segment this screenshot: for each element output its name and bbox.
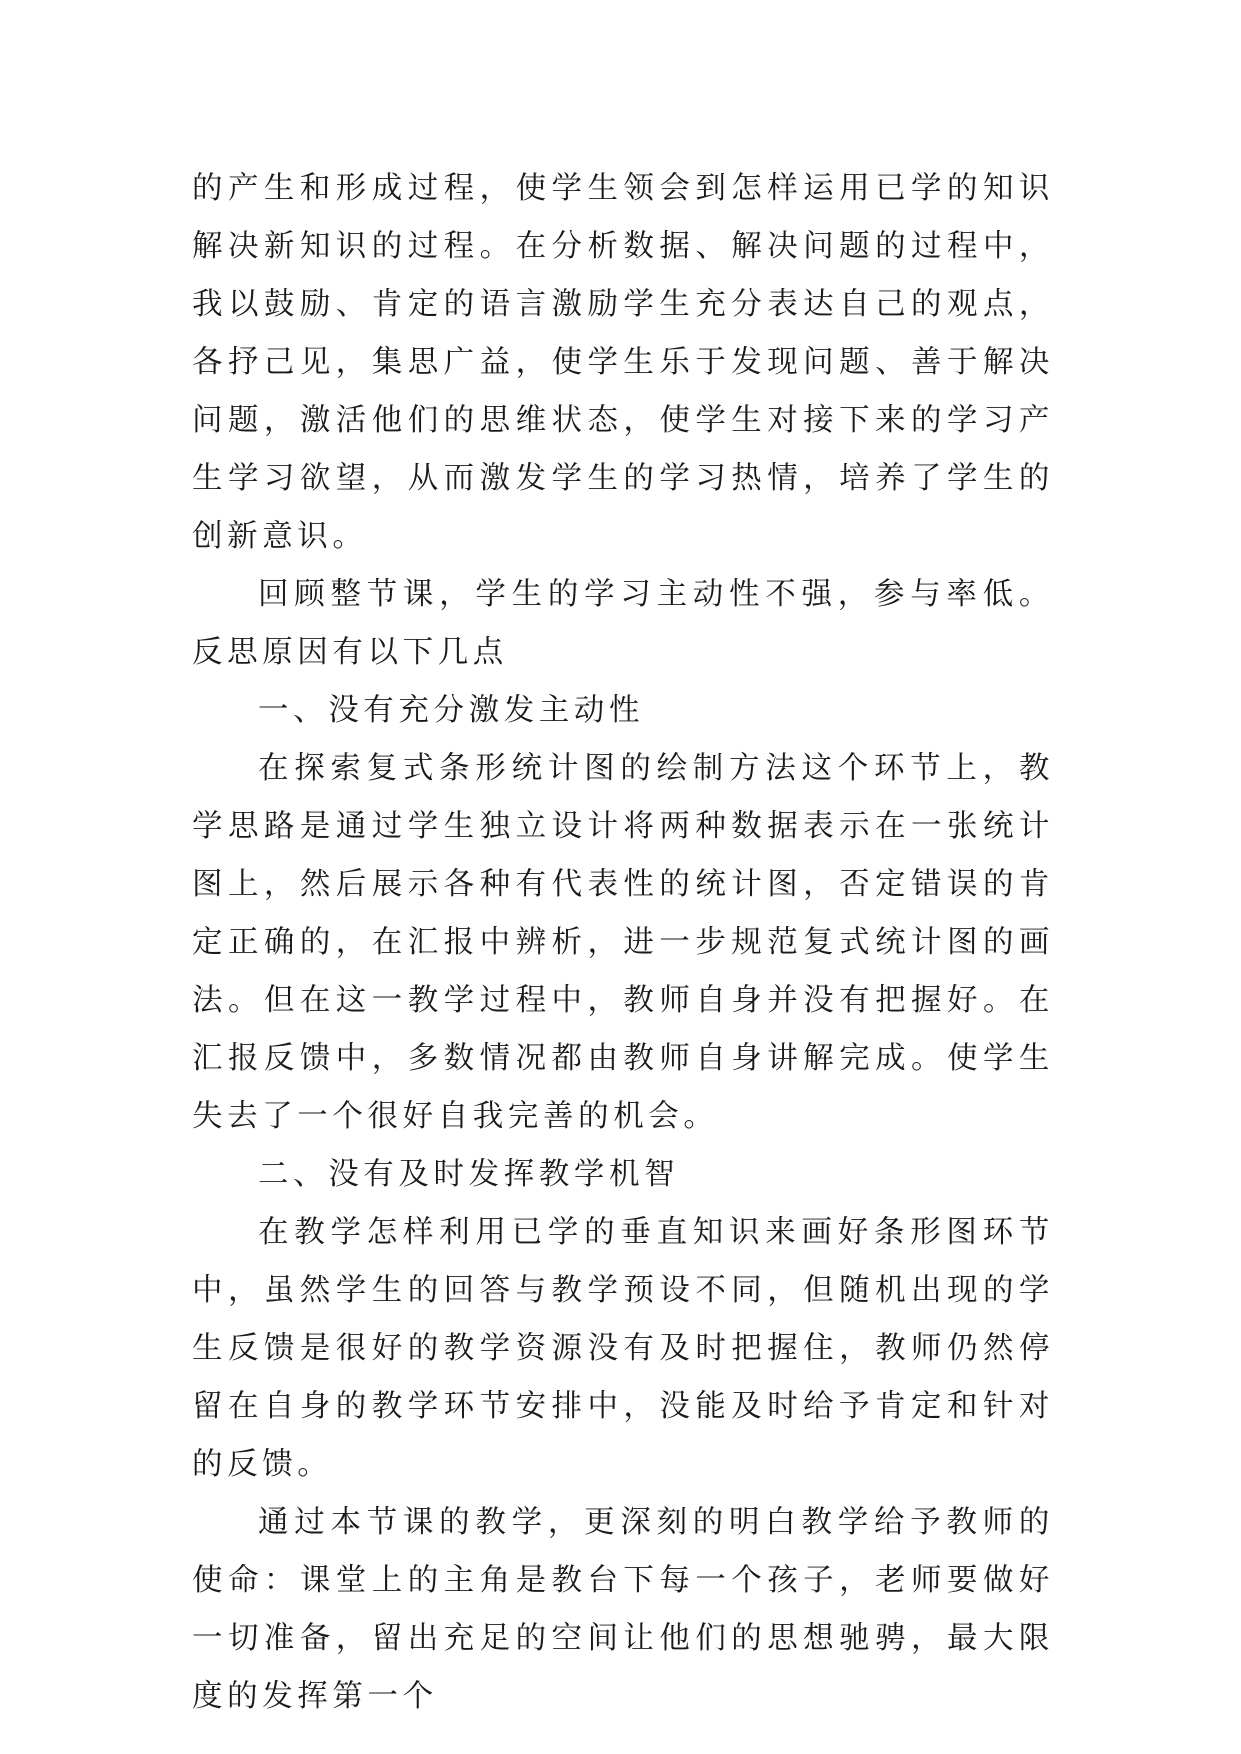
paragraph-section-2: 在教学怎样利用已学的垂直知识来画好条形图环节中，虽然学生的回答与教学预设不同，但随机出现的学生反馈是很好的教学资源没有及时把握住，教师仍然停留在自身的教学环节安排中，没能及时给予肯定和针对的反馈。 xyxy=(192,1215,1054,1482)
paragraph-continuation: 的产生和形成过程，使学生领会到怎样运用已学的知识解决新知识的过程。在分析数据、解决问题的过程中，我以鼓励、肯定的语言激励学生充分表达自己的观点，各抒己见，集思广益，使学生乐于发现问题、善于解决问题，激活他们的思维状态，使学生对接下来的学习产生学习欲望，从而激发学生的学习热情，培养了学生的创新意识。 xyxy=(192,171,1054,554)
section-heading-1: 一、没有充分激发主动性 xyxy=(258,693,645,728)
paragraph-section-1: 在探索复式条形统计图的绘制方法这个环节上，教学思路是通过学生独立设计将两种数据表示在一张统计图上，然后展示各种有代表性的统计图，否定错误的肯定正确的，在汇报中辨析，进一步规范复式统计图的画法。但在这一教学过程中，教师自身并没有把握好。在汇报反馈中，多数情况都由教师自身讲解完成。使学生失去了一个很好自我完善的机会。 xyxy=(192,751,1054,1134)
section-heading-2: 二、没有及时发挥教学机智 xyxy=(258,1157,680,1192)
body-text xyxy=(192,160,1054,1726)
paragraph-review: 回顾整节课，学生的学习主动性不强，参与率低。反思原因有以下几点 xyxy=(192,577,1054,670)
paragraph-conclusion: 通过本节课的教学，更深刻的明白教学给予教师的使命：课堂上的主角是教台下每一个孩子，老师要做好一切准备，留出充足的空间让他们的思想驰骋，最大限度的发挥第一个 xyxy=(192,1505,1054,1714)
